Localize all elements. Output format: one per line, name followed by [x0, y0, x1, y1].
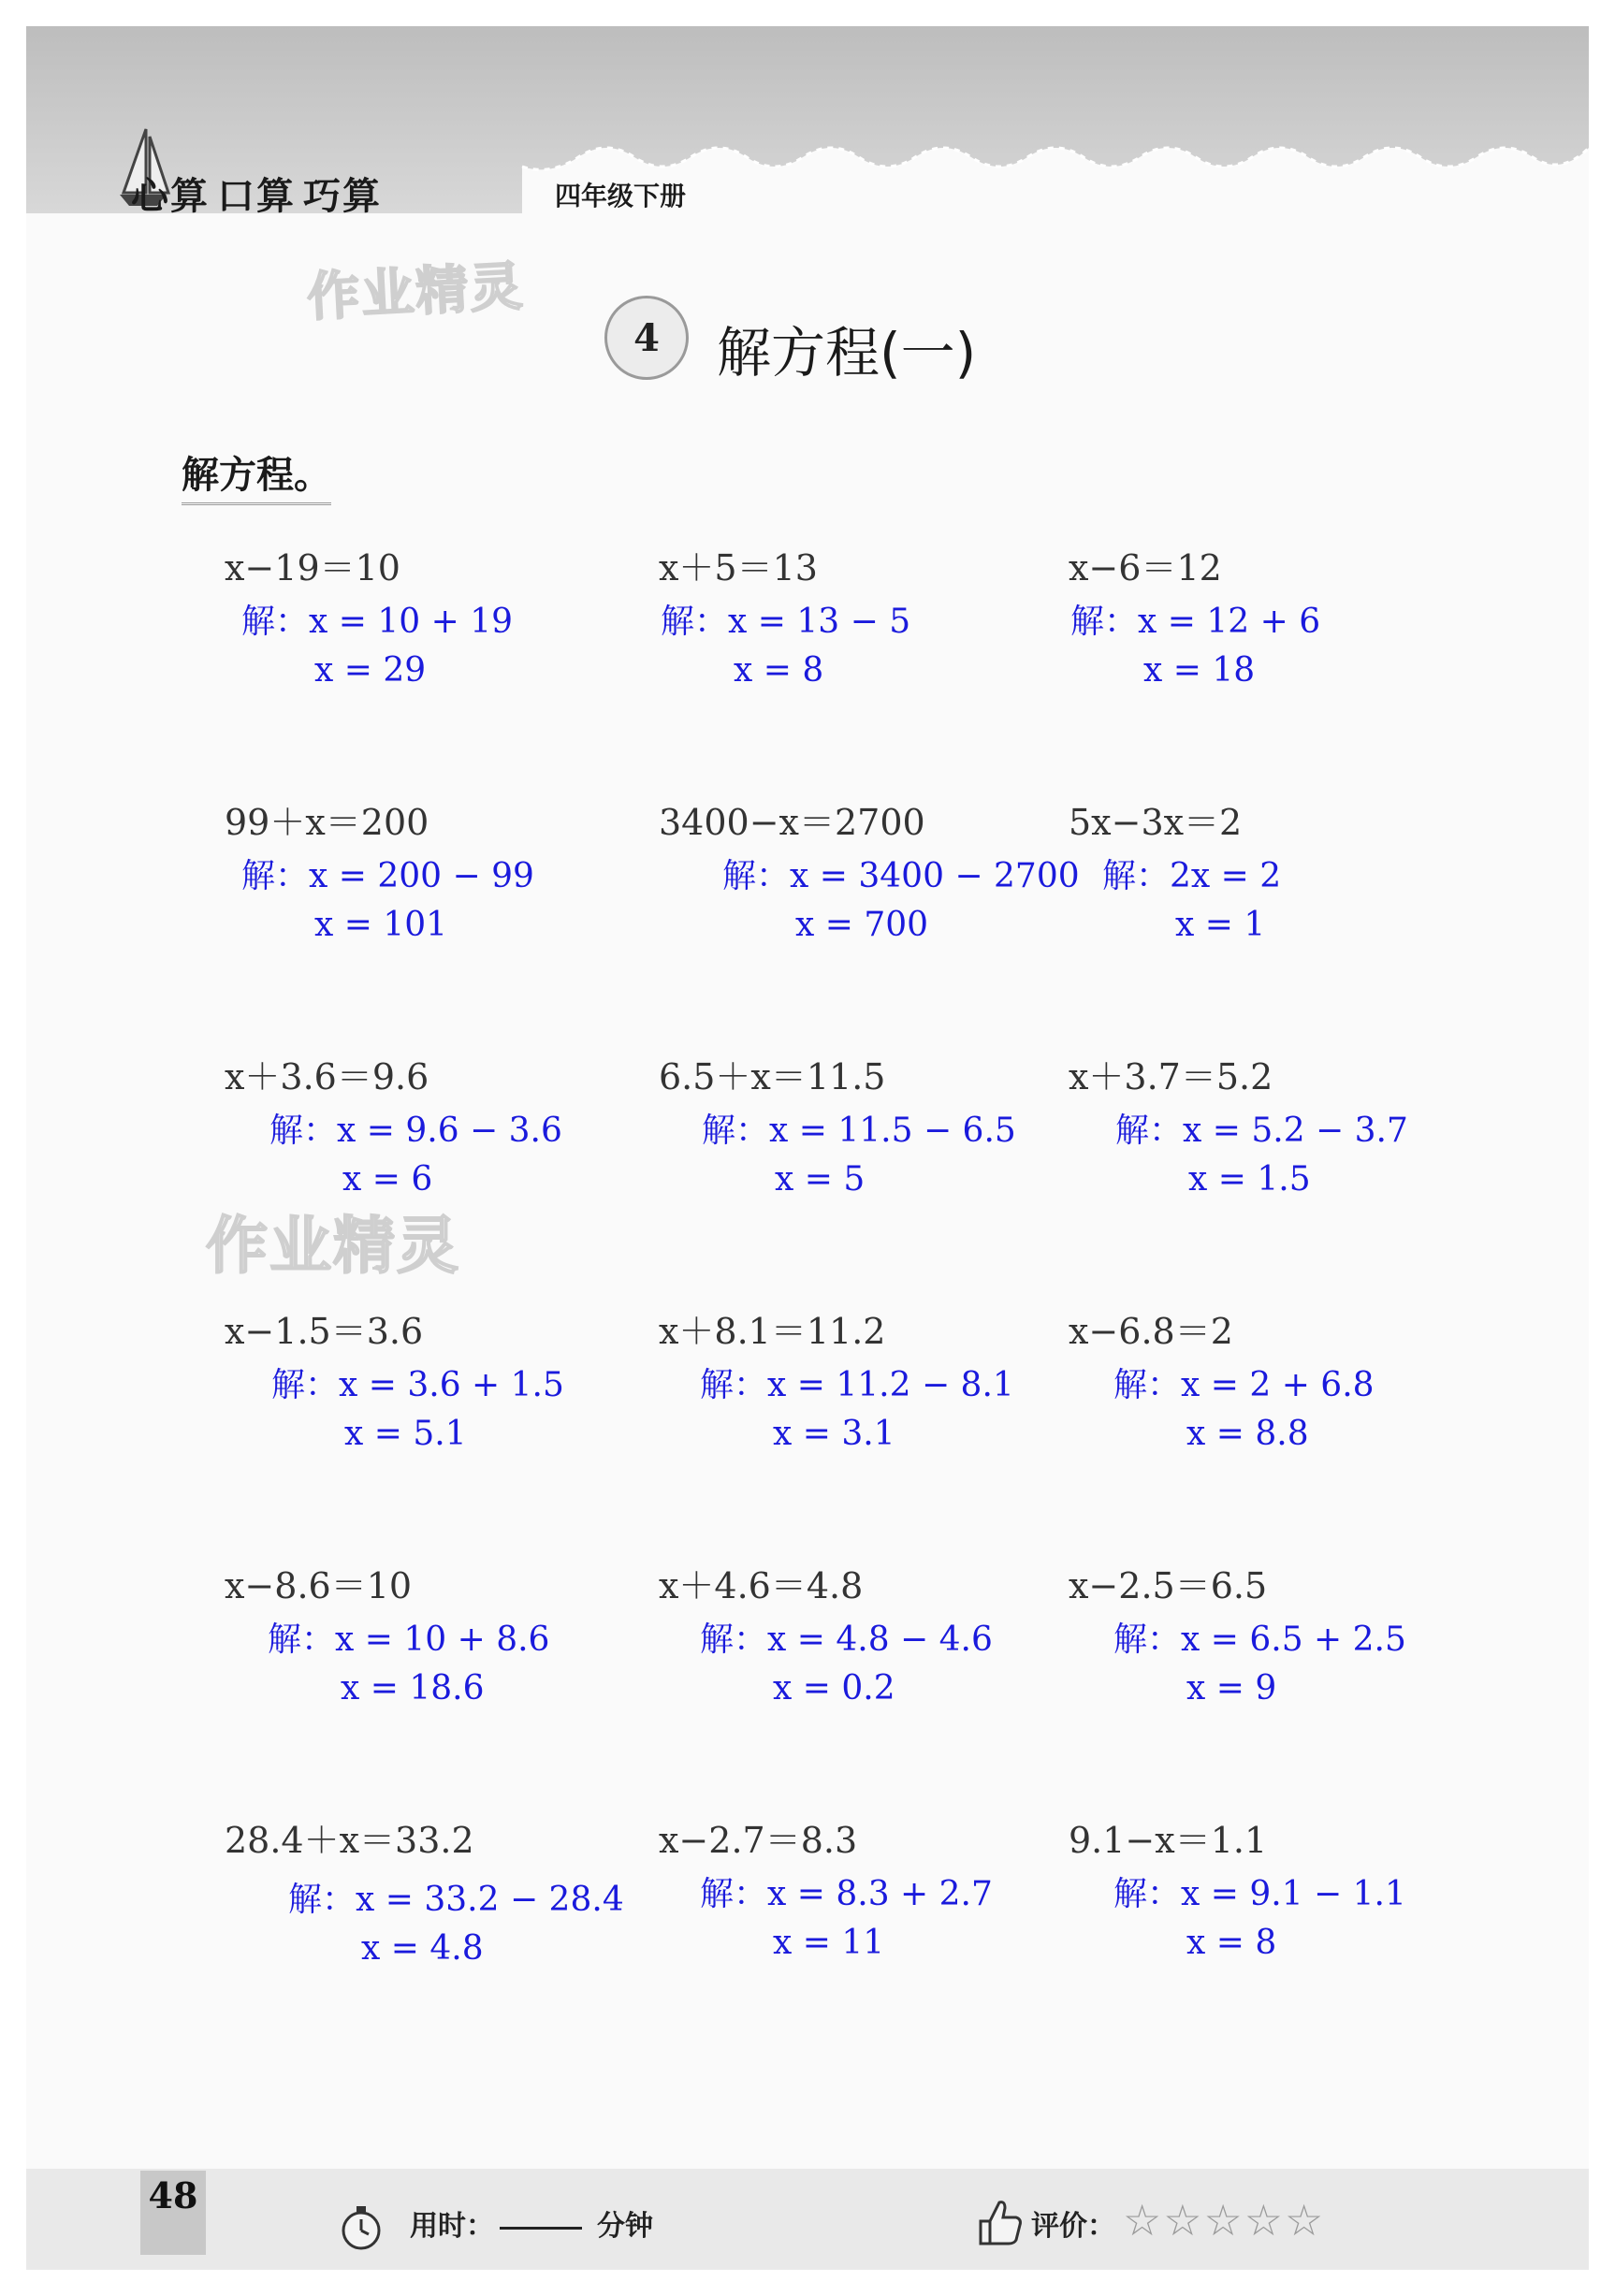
instruction: 解方程。	[182, 445, 331, 505]
brand-word-2: 口算	[217, 175, 296, 218]
solution-step: 解：x = 8.3 + 2.7	[700, 1875, 993, 1913]
solution-step: 解：x = 13 − 5	[661, 603, 911, 641]
problem-item	[1069, 1811, 1406, 1962]
watermark: 作业精灵	[305, 255, 526, 329]
answer: x = 9	[1186, 1669, 1277, 1707]
rating-stars[interactable]: ☆☆☆☆☆	[1123, 2195, 1326, 2245]
grade-label: 四年级下册	[555, 181, 687, 211]
equation: x＋3.7＝5.2	[1069, 1056, 1273, 1097]
answer: x = 6	[342, 1160, 433, 1199]
watermark: 作业精灵	[206, 1210, 460, 1282]
solution-step: 解：x = 10 + 19	[241, 603, 514, 641]
answer: x = 1	[1175, 906, 1266, 944]
problem-item	[1069, 793, 1282, 944]
solution-step: 解：x = 5.2 − 3.7	[1115, 1112, 1408, 1150]
solution-step: 解：x = 33.2 − 28.4	[288, 1881, 624, 1919]
problem-item	[225, 1302, 564, 1453]
problem-item	[225, 539, 514, 690]
problem-item	[659, 793, 1080, 944]
answer: x = 18	[1143, 651, 1256, 690]
problem-item	[1069, 1302, 1375, 1453]
equation: x＋4.6＝4.8	[659, 1565, 864, 1606]
solution-step: 解：x = 12 + 6	[1070, 603, 1321, 641]
solution-step: 解：x = 3400 − 2700	[722, 857, 1080, 895]
answer: x = 11	[773, 1924, 885, 1962]
equation: 5x−3x＝2	[1069, 802, 1243, 843]
equation: x−19＝10	[225, 547, 400, 589]
problem-item	[659, 1811, 993, 1962]
answer: x = 18.6	[341, 1669, 485, 1707]
time-unit: 分钟	[597, 2210, 653, 2243]
equation: x−8.6＝10	[225, 1565, 413, 1606]
problem-item	[225, 1811, 624, 1968]
problem-item	[659, 539, 911, 690]
equation: x−1.5＝3.6	[225, 1311, 424, 1352]
problem-item	[659, 1048, 1016, 1199]
equation: x−2.5＝6.5	[1069, 1565, 1268, 1606]
equation: 28.4＋x＝33.2	[225, 1820, 474, 1861]
equation: 3400−x＝2700	[659, 802, 925, 843]
solution-step: 解：x = 2 + 6.8	[1113, 1366, 1375, 1404]
solution-step: 解：x = 11.2 − 8.1	[700, 1366, 1014, 1404]
equation: 9.1−x＝1.1	[1069, 1820, 1268, 1861]
answer: x = 5	[775, 1160, 866, 1199]
stopwatch-icon	[337, 2202, 386, 2251]
lesson-number-badge: 4	[604, 296, 689, 380]
solution-step: 解：x = 11.5 − 6.5	[702, 1112, 1016, 1150]
equation: x−6.8＝2	[1069, 1311, 1233, 1352]
series-title	[131, 167, 389, 220]
solution-step: 解：x = 3.6 + 1.5	[271, 1366, 564, 1404]
problem-item	[1069, 1557, 1406, 1707]
equation: x＋5＝13	[659, 547, 818, 589]
page-number: 48	[140, 2171, 206, 2255]
solution-step: 解：x = 9.6 − 3.6	[269, 1112, 562, 1150]
problem-item	[1069, 539, 1321, 690]
answer: x = 5.1	[344, 1415, 467, 1453]
problem-item	[225, 793, 534, 944]
problem-item	[225, 1048, 562, 1199]
problem-item	[225, 1557, 550, 1707]
problem-item	[659, 1302, 1014, 1453]
solution-step: 解：x = 6.5 + 2.5	[1113, 1620, 1406, 1659]
answer: x = 1.5	[1188, 1160, 1311, 1199]
solution-step: 解：x = 200 − 99	[241, 857, 534, 895]
answer: x = 700	[795, 906, 929, 944]
answer: x = 4.8	[361, 1929, 484, 1968]
answer: x = 8	[1186, 1924, 1277, 1962]
equation: x−2.7＝8.3	[659, 1820, 858, 1861]
problem-item	[659, 1557, 993, 1707]
lesson-title: 解方程(一)	[717, 321, 977, 385]
answer: x = 29	[314, 651, 427, 690]
equation: x＋3.6＝9.6	[225, 1056, 429, 1097]
footer-band	[26, 2169, 1589, 2270]
answer: x = 8.8	[1186, 1415, 1309, 1453]
rating-label: 评价：	[1031, 2210, 1115, 2243]
equation: x＋8.1＝11.2	[659, 1311, 886, 1352]
problem-item	[1069, 1048, 1408, 1199]
answer: x = 8	[734, 651, 824, 690]
equation: 99＋x＝200	[225, 802, 429, 843]
brand-word-1: 心算	[131, 175, 210, 218]
brand-word-3: 巧算	[303, 175, 382, 218]
workbook-page	[26, 26, 1589, 2270]
solution-step: 解：2x = 2	[1102, 857, 1282, 895]
answer: x = 101	[314, 906, 448, 944]
equation: x−6＝12	[1069, 547, 1222, 589]
thumbs-up-icon	[971, 2195, 1024, 2249]
answer: x = 0.2	[773, 1669, 895, 1707]
solution-step: 解：x = 9.1 − 1.1	[1113, 1875, 1406, 1913]
solution-step: 解：x = 4.8 − 4.6	[700, 1620, 993, 1659]
solution-step: 解：x = 10 + 8.6	[268, 1620, 550, 1659]
answer: x = 3.1	[773, 1415, 895, 1453]
equation: 6.5＋x＝11.5	[659, 1056, 886, 1097]
time-label: 用时：	[410, 2210, 494, 2243]
time-blank[interactable]	[500, 2227, 582, 2230]
